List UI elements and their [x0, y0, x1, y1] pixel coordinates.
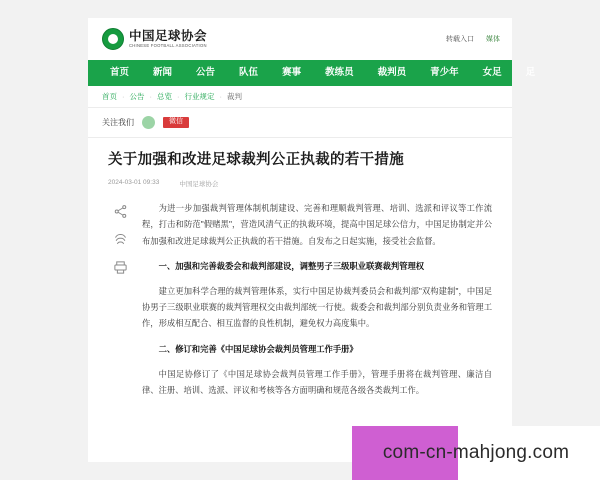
site-logo[interactable]: [102, 28, 207, 50]
page-title: 关于加强和改进足球裁判公正执裁的若干措施: [108, 152, 404, 168]
breadcrumb: [88, 86, 512, 108]
article-source: 中国足球协会: [179, 181, 219, 189]
nav-item-competitions[interactable]: 赛事: [282, 67, 302, 78]
print-icon[interactable]: [113, 260, 128, 275]
breadcrumb-item-overview[interactable]: 总览: [157, 92, 172, 101]
nav-item-news[interactable]: 新闻: [153, 67, 173, 78]
article: [88, 138, 512, 407]
share-column: [108, 200, 132, 407]
nav-item-women[interactable]: 女足: [482, 67, 502, 78]
nav-item-referees[interactable]: 裁判员: [377, 67, 407, 78]
cfa-crest-icon: [102, 28, 124, 50]
article-body: [108, 200, 492, 407]
nav-item-announcement[interactable]: 公告: [196, 67, 216, 78]
article-paragraph: 中国足协修订了《中国足球协会裁判员管理工作手册》，管理手册将在裁判管理、廉洁自律、注册、培训、选派、评议和考核等各方面明确和规范各级各类裁判工作。: [142, 368, 492, 395]
nav-item-home[interactable]: 首页: [110, 67, 130, 78]
article-paragraph: 建立更加科学合理的裁判管理体系，实行中国足协裁判委员会和裁判部"双构建制"，中国足协男子三级职业联赛的裁判管理权交由裁判部统一行使。裁委会和裁判部分别负责业务和管理工作，形成相互配合、相互监督的良性机制，避免权力高度集中。: [142, 285, 492, 329]
weibo-icon[interactable]: [142, 116, 155, 129]
nav-item-teams[interactable]: 队伍: [239, 67, 259, 78]
website-frame: [88, 18, 536, 462]
logo-text-en: CHINESE FOOTBALL ASSOCIATION: [129, 42, 207, 48]
share-icon[interactable]: [113, 204, 128, 219]
qrcode-icon[interactable]: [113, 232, 128, 247]
header-links: [446, 34, 500, 44]
follow-label: 关注我们: [102, 118, 134, 127]
breadcrumb-item-industry-rules[interactable]: 行业规定: [184, 92, 215, 101]
watermark-text: com-cn-mahjong.com: [382, 442, 570, 463]
media-link[interactable]: 媒体: [486, 36, 500, 43]
article-heading: 二、修订和完善《中国足球协会裁判员管理工作手册》: [158, 343, 358, 354]
wechat-badge[interactable]: 微信: [163, 117, 189, 128]
logo-text-cn: 中国足球协会: [129, 28, 208, 43]
breadcrumb-separator: ·: [122, 92, 125, 101]
breadcrumb-separator: ·: [177, 92, 180, 101]
site-header: [88, 18, 512, 60]
follow-bar: [88, 108, 512, 138]
nav-item-youth[interactable]: 青少年: [430, 67, 459, 78]
nav-item-coaches[interactable]: 教练员: [325, 67, 354, 78]
breadcrumb-separator: ·: [149, 92, 152, 101]
breadcrumb-item-home[interactable]: 首页: [102, 92, 117, 101]
article-date: 2024-03-01 09:33: [108, 179, 160, 187]
main-nav: [88, 60, 536, 86]
breadcrumb-item-announcement[interactable]: 公告: [129, 92, 145, 101]
article-paragraph: 为进一步加强裁判管理体制机制建设、完善和理顺裁判管理、培训、选派和评议等工作流程，打击和防范"假赌黑"，营造风清气正的执裁环境，提高中国足球公信力，中国足协制定并公布加强和改进足球裁判公正执裁的若干措施。自发布之日起实施，接受社会监督。: [142, 203, 492, 246]
breadcrumb-current: 裁判: [227, 92, 242, 101]
article-meta: [108, 179, 492, 188]
article-text: [142, 200, 492, 407]
article-heading: 一、加强和完善裁委会和裁判部建设，调整男子三级职业联赛裁判管理权: [158, 260, 425, 271]
nav-item-futsal[interactable]: 足: [525, 67, 536, 78]
watermark: [352, 426, 600, 480]
breadcrumb-separator: ·: [219, 92, 222, 101]
reprint-entry-link[interactable]: 转载入口: [446, 36, 474, 43]
